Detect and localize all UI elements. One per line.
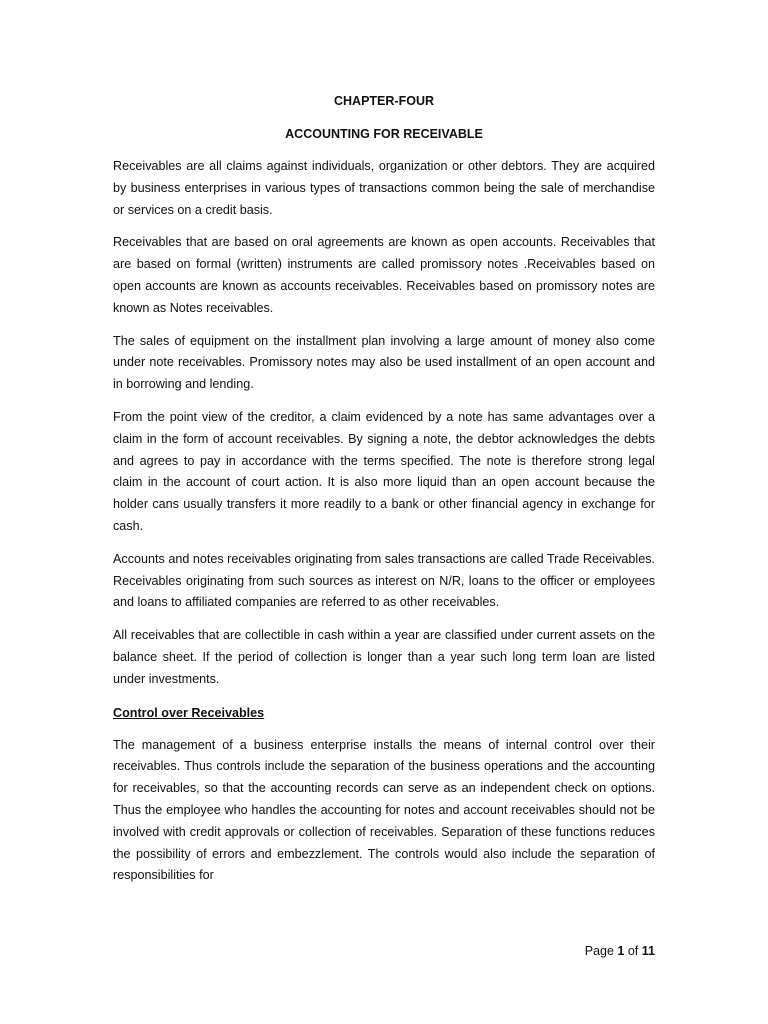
page-total: 11 — [641, 944, 655, 958]
paragraph: Accounts and notes receivables originating from sales transactions are called Trade Receivables. Receivables originating from such sources as interest on N/R, loans to the officer or employees and loans to affiliated companies are referred to as other receivables. — [113, 551, 655, 610]
page-label: Page — [584, 944, 614, 958]
chapter-heading: CHAPTER-FOUR — [334, 94, 434, 108]
paragraph: Receivables that are based on oral agreements are known as open accounts. Receivables that are based on formal (written) instruments are called promissory notes .Receivables based on open accounts are known as accounts receivables. Receivables based on promissory notes are known as Notes receivables. — [113, 235, 655, 315]
of-label: of — [627, 944, 639, 958]
paragraph: Receivables are all claims against individuals, organization or other debtors. They are acquired by business enterprises in various types of transactions common being the sale of merchandise or services on a credit basis. — [113, 159, 655, 217]
paragraph: From the point view of the creditor, a claim evidenced by a note has same advantages over a claim in the form of account receivables. By signing a note, the debtor acknowledges the debts and agrees to pay in accordance with the terms specified. The note is therefore strong legal claim in the account of court action. It is also more liquid than an open account because the holder cans usually transfers it more readily to a bank or other financial agency in exchange for cash. — [113, 409, 655, 533]
paragraph: The sales of equipment on the installment plan involving a large amount of money also come under note receivables. Promissory notes may also be used installment of an open account and in borrowing and lending. — [113, 333, 655, 392]
paragraph: All receivables that are collectible in cash within a year are classified under current assets on the balance sheet. If the period of collection is longer than a year such long term loan are listed under investments. — [113, 628, 655, 686]
document-title: ACCOUNTING FOR RECEIVABLE — [285, 127, 483, 141]
page-number: 1 — [617, 944, 625, 958]
section-heading: Control over Receivables — [113, 705, 265, 720]
document-page — [113, 90, 655, 898]
page-footer — [585, 941, 655, 961]
paragraph: The management of a business enterprise installs the means of internal control over their receivables. Thus controls include the separation of the business operations and the accounting for receivables, so that the accounting records can serve as an independent check on options. Thus the employee who handles the accounting for notes and account receivables should not be involved with credit approvals or collection of receivables. Separation of these functions reduces the possibility of errors and embezzlement. The controls would also include the separation of responsibilities for — [113, 737, 655, 883]
